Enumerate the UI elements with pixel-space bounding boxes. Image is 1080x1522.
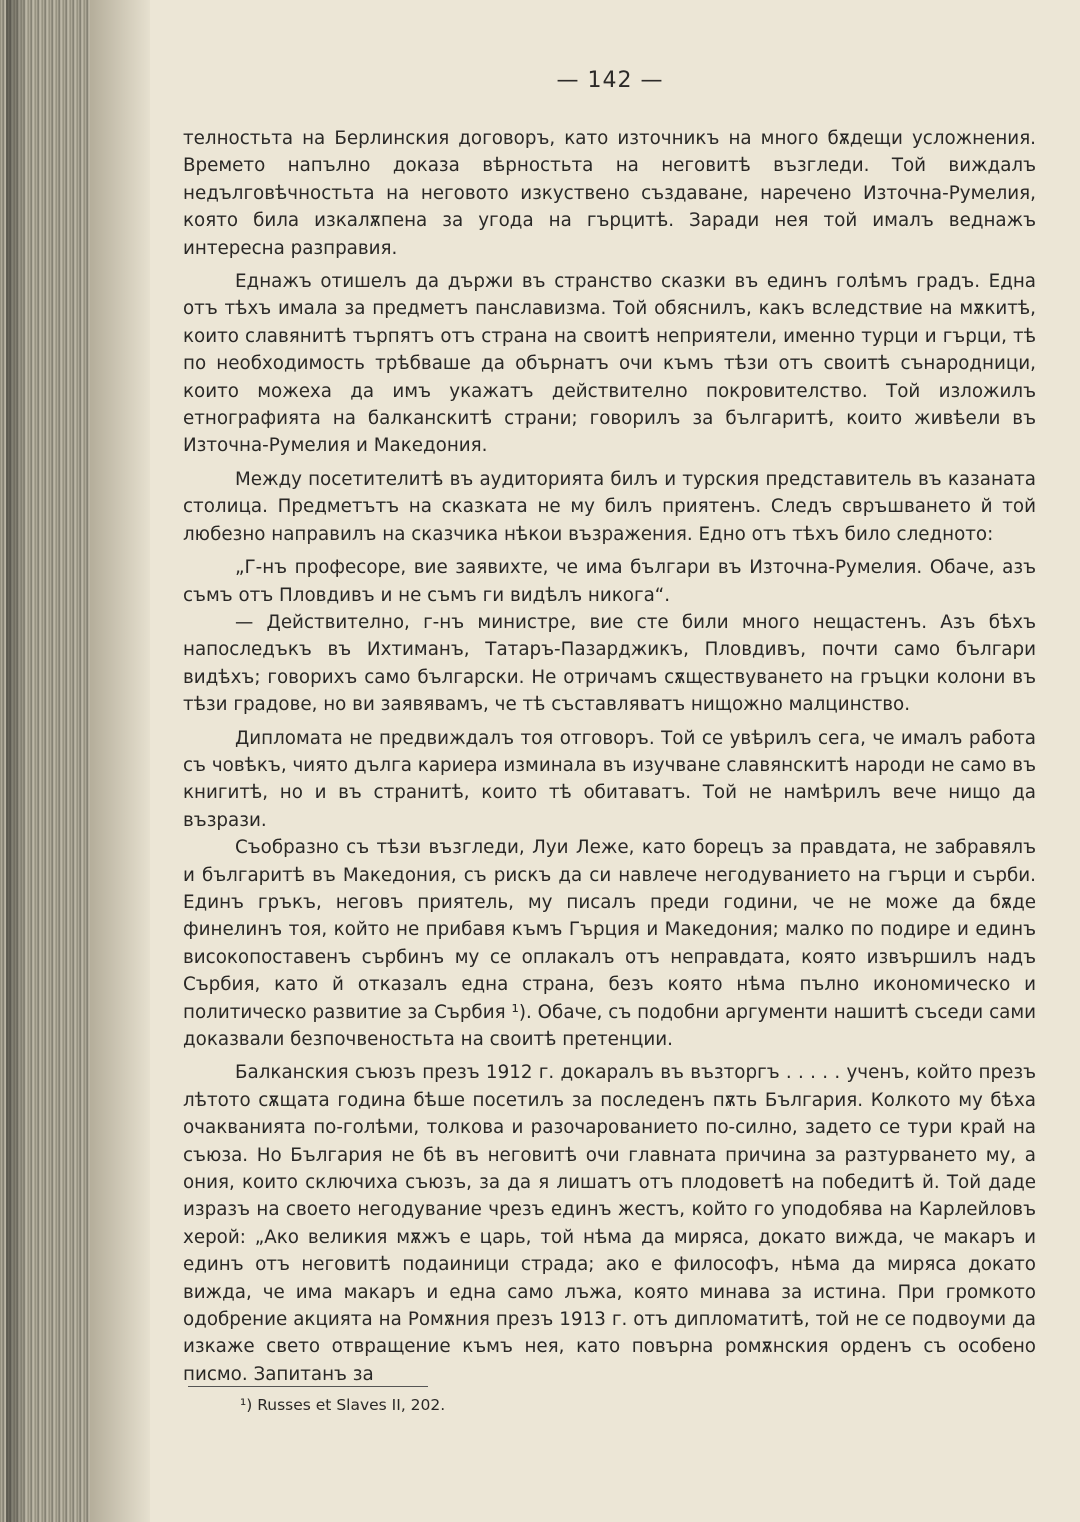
paragraph: Съобразно съ тѣзи възгледи, Луи Леже, като борецъ за правдата, не забравялъ и българитѣ въ Македония, съ рискъ да си навлече негодуванието на гърци и сърби. Единъ гръкъ, неговъ приятель, му писалъ преди години, че не може да бѫде финелинъ тоя, който не прибавя къмъ Гърция и Македония; малко по подире и единъ високопоставенъ сърбинъ му се оплакалъ отъ неправдата, която извършилъ надъ Сърбия, като й отказалъ една страна, безъ която нѣма пълно икономическо и политическо развитие за Сърбия ¹). Обаче, съ подобни аргументи нашитѣ съседи сами доказвали безпочвеностьта на своитѣ претенции. xyxy=(183,837,1036,1050)
gutter-shadow xyxy=(90,0,150,1522)
paragraph: телностьта на Берлинския договоръ, като източникъ на много бѫдещи усложнения. Времето напълно доказа вѣрностьта на неговитѣ възгледи. Той виждалъ недълговѣчностьта на неговото изкуствено създаване, наречено Източна-Румелия, която била изкалѫпена за угода на гърцитѣ. Заради нея той ималъ веднажъ интересна разправия. xyxy=(183,128,1036,259)
page-number: — 142 — xyxy=(556,68,664,93)
paragraph: Дипломата не предвиждалъ тоя отговоръ. Той се увѣрилъ сега, че ималъ работа съ човѣкъ, чиято дълга кариера изминала въ изучване славянскитѣ народи не само въ книгитѣ, но и въ странитѣ, които тѣ обитаватъ. Той не намѣрилъ вече нищо да възрази. xyxy=(183,727,1036,831)
paragraph: „Г-нъ професоре, вие заявихте, че има българи въ Източна-Румелия. Обаче, азъ съмъ отъ Пловдивъ и не съмъ ги видѣлъ никога“. xyxy=(183,557,1036,606)
book-page-edges xyxy=(0,0,90,1522)
body-text xyxy=(183,125,1036,1388)
footnote-divider xyxy=(188,1386,428,1387)
paragraph: Балканския съюзъ презъ 1912 г. докаралъ въ възторгъ . . . . . ученъ, който презъ лѣтото сѫщата година бѣше посетилъ за последенъ пѫть България. Колкото му бѣха очакванията по-голѣми, толкова и разочарованието по-силно, задето се тури край на съюза. Но България не бѣ въ неговитѣ очи главната причина за разтурването му, а ония, които сключиха съюзъ, за да я лишатъ отъ плодоветѣ на победитѣ й. Той даде изразъ на своето негодувание чрезъ единъ жестъ, който го уподобява на Карлейловъ херой: „Ако великия мѫжъ е царь, той нѣма да миряса, докато вижда, че макаръ и единъ отъ неговитѣ подаиници страда; ако е философъ, нѣма да миряса докато вижда, че има макаръ и една само лъжа, която минава за истина. При громкото одобрение акцията на Ромѫния презъ 1913 г. отъ дипломатитѣ, той не се подвоуми да изкаже свето отвращение къмъ нея, като повърна ромѫнския орденъ съ особено писмо. Запитанъ за xyxy=(183,1062,1036,1385)
paragraph: Между посетителитѣ въ аудиторията билъ и турския представитель въ казаната столица. Предметътъ на сказката не му билъ приятенъ. Следъ свръшването й той любезно направилъ на сказчика нѣкои възражения. Едно отъ тѣхъ било следното: xyxy=(183,468,1036,545)
paragraph: — Действително, г-нъ министре, вие сте били много нещастенъ. Азъ бѣхъ напоследъкъ въ Ихтиманъ, Татаръ-Пазарджикъ, Пловдивъ, почти само българи видѣхъ; говорихъ само български. Не отричамъ сѫществуването на гръцки колони въ тѣзи градове, но ви заявявамъ, че тѣ съставляватъ нищожно малцинство. xyxy=(183,611,1036,716)
footnote: ¹) Russes et Slaves II, 202. xyxy=(240,1396,446,1414)
paragraph: Еднажъ отишелъ да държи въ странство сказки въ единъ голѣмъ градъ. Една отъ тѣхъ имала за предметъ панславизма. Той обяснилъ, какъ вследствие на мѫкитѣ, които славянитѣ търпятъ отъ страна на своитѣ неприятели, именно турци и гърци, тѣ по необходимость трѣбваше да обърнатъ очи къмъ тѣзи отъ своитѣ сънародници, които можеха да имъ укажатъ действително покровителство. Той изложилъ етнографията на балканскитѣ страни; говорилъ за българитѣ, които живѣели въ Източна-Румелия и Македония. xyxy=(183,271,1036,457)
